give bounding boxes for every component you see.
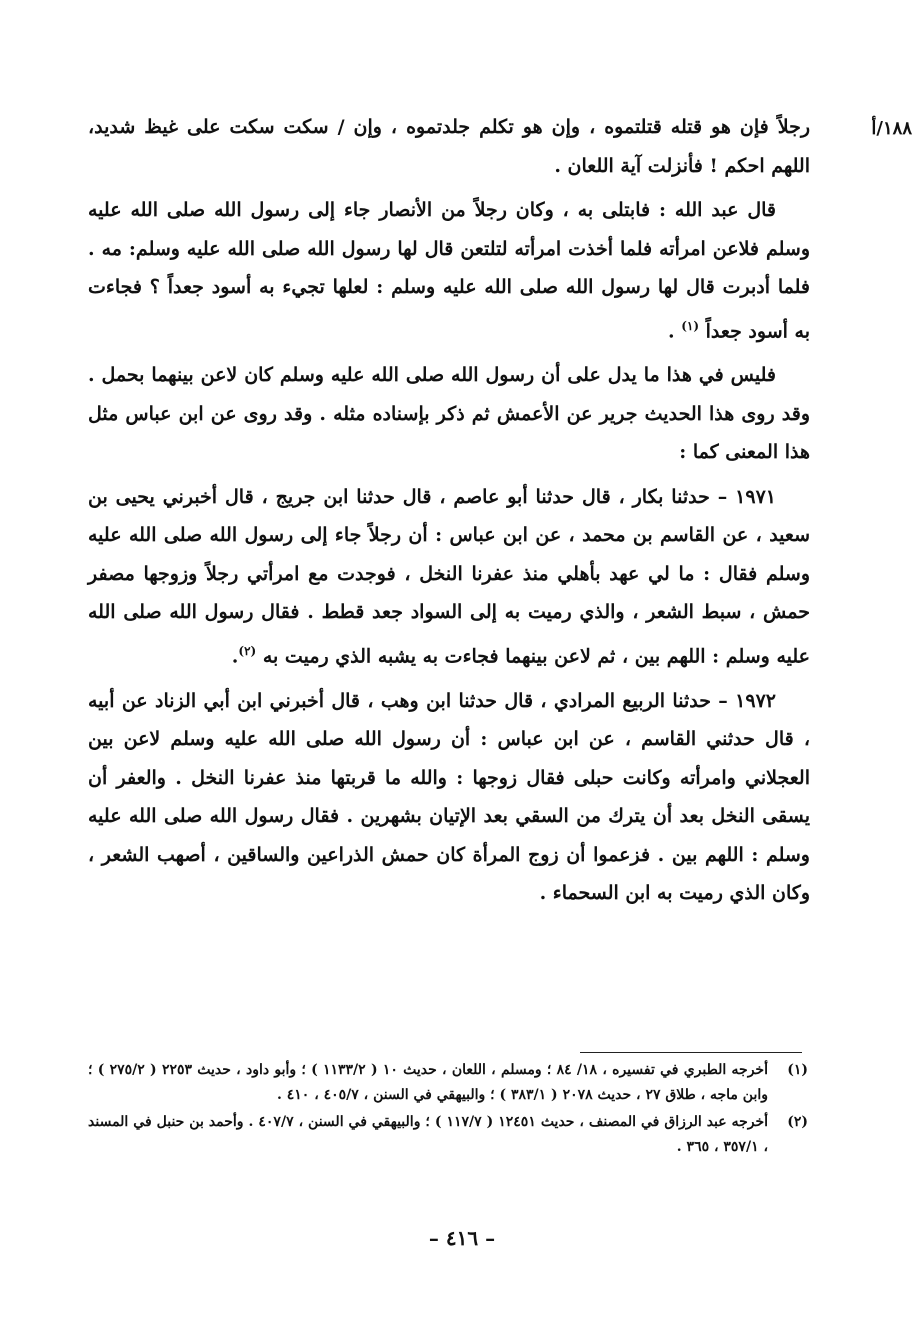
footnote-1-number: (١) [787,1062,808,1078]
page-number: – ٤١٦ – [428,1226,496,1250]
footnote-divider [580,1052,802,1053]
hadith-1971-text: ١٩٧١ – حدثنا بكار ، قال حدثنا أبو عاصم ، قال حدثنا ابن جريج ، قال أخبرني يحيى بن سعيد ، عن القاسم بن محمد ، عن ابن عباس : أن رجلاً جاء إلى رسول الله صلى الله عليه وسلم فقال : ما لي عهد بأهلي منذ عفرنا النخل ، فوجدت مع امرأتي رجلاً وزوجها مصفر حمش ، سبط الشعر ، والذي رميت به إلى السواد جعد قطط . فقال رسول الله صلى الله عليه وسلم : اللهم بين ، ثم لاعن بينهما فجاءت به يشبه الذي رميت به [88,485,810,668]
paragraph-1: رجلاً فإن هو قتله قتلتموه ، وإن هو تكلم جلدتموه ، وإن / سكت سكت على غيظ شديد، اللهم احكم ! فأنزلت آية اللعان . [88,116,810,177]
footnote-2-number: (٢) [787,1114,808,1130]
footnotes [88,1058,808,1162]
paragraph-2 [88,191,810,350]
footnote-2-text: أخرجه عبد الرزاق في المصنف ، حديث ١٢٤٥١ ( ١١٧/٧ ) ؛ والبيهقي في السنن ، ٤٠٧/٧ . وأحمد بن حنبل في المسند ، ٣٥٧/١ ، ٣٦٥ . [88,1114,769,1155]
manuscript-folio-reference: ١٨٨/أ [871,118,912,139]
footnote-1-text: أخرجه الطبري في تفسيره ، ١٨/ ٨٤ ؛ ومسلم ، اللعان ، حديث ١٠ ( ١١٣٣/٢ ) ؛ وأبو داود ، حديث ٢٢٥٣ ( ٢٧٥/٢ ) ؛ وابن ماجه ، طلاق ٢٧ ، حديث ٢٠٧٨ ( ٣٨٣/١ ) ؛ والبيهقي في السنن ، ٤٠٥/٧ ، ٤١٠ . [88,1062,768,1103]
paragraph-2-end: . [667,319,682,342]
paragraph-3: فليس في هذا ما يدل على أن رسول الله صلى الله عليه وسلم كان لاعن بينهما بحمل . وقد روى هذا الحديث جرير عن الأعمش ثم ذكر بإسناده مثله . وقد روى عن ابن عباس مثل هذا المعنى كما : [88,364,810,464]
footnote-ref-2[interactable]: (٢) [238,643,257,658]
main-text [88,108,810,919]
footnote-2 [88,1110,808,1160]
paragraph-2-text: قال عبد الله : فابتلى به ، وكان رجلاً من الأنصار جاء إلى رسول الله صلى الله عليه وسلم فلاعن امرأته فلما أخذت امرأته لتلتعن قال لها رسول الله صلى الله عليه وسلم: مه . فلما أدبرت قال لها رسول الله صلى الله عليه وسلم : لعلها تجيء به أسود جعداً ؟ فجاءت به أسود جعداً [88,199,810,342]
hadith-1972: ١٩٧٢ – حدثنا الربيع المرادي ، قال حدثنا ابن وهب ، قال أخبرني ابن أبي الزناد عن أبيه ، قال حدثني القاسم ، عن ابن عباس : أن رسول الله صلى الله عليه وسلم لاعن بين العجلاني وامرأته وكانت حبلى فقال زوجها : والله ما قربتها منذ عفرنا النخل . والعفر أن يسقى النخل بعد أن يترك من السقي بعد الإتيان بشهرين . فقال رسول الله صلى الله عليه وسلم : اللهم بين . فزعموا أن زوج المرأة كان حمش الذراعين والساقين ، أصهب الشعر ، وكان الذي رميت به ابن السحماء . [88,689,810,905]
footnote-1 [88,1058,808,1108]
hadith-1971 [88,478,810,676]
hadith-1971-end: . [231,645,239,668]
footnote-ref-1[interactable]: (١) [681,318,700,333]
